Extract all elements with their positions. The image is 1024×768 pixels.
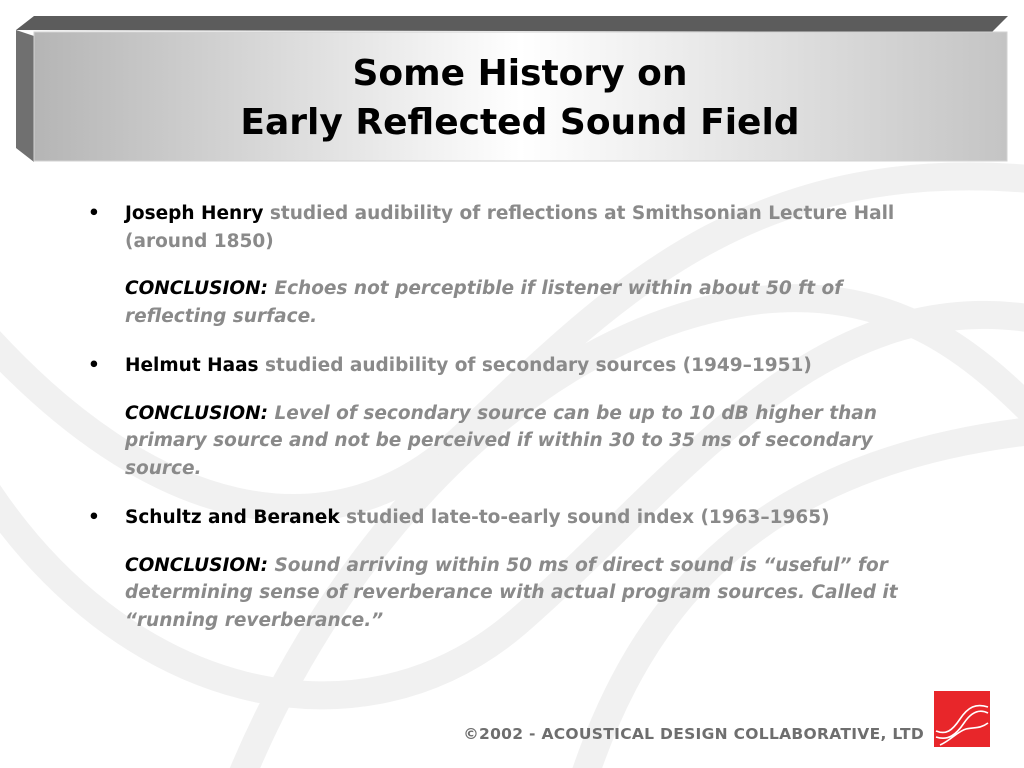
bullet-name: Schultz and Beranek (125, 507, 340, 528)
conclusion-text: Sound arriving within 50 ms of direct sound is “useful” for determining sense of reverberance with actual program sources. Called it “running reverberance.” (125, 554, 898, 631)
bullet-item-joseph-henry (88, 200, 948, 255)
sound-wave-logo-icon (934, 691, 990, 747)
conclusion-schultz-beranek (125, 552, 948, 635)
bullet-list (88, 200, 948, 656)
bullet-item-helmut-haas (88, 352, 948, 380)
footer-copyright: ©2002 - ACOUSTICAL DESIGN COLLABORATIVE, LTD (463, 725, 924, 743)
conclusion-text: Echoes not perceptible if listener within about 50 ft of reflecting surface. (125, 278, 843, 327)
bullet-description: studied late-to-early sound index (1963–1965) (346, 507, 830, 528)
conclusion-label: CONCLUSION: (125, 402, 268, 424)
bullet-icon: • (88, 203, 100, 224)
slide-title-line-1: Some History on (352, 53, 688, 94)
slide-title-line-2: Early Reflected Sound Field (240, 102, 800, 143)
bullet-item-schultz-beranek (88, 504, 948, 532)
bullet-name: Helmut Haas (125, 355, 259, 376)
bullet-description: studied audibility of secondary sources (1949–1951) (265, 355, 812, 376)
slide-title (34, 36, 1006, 160)
bullet-icon: • (88, 507, 100, 528)
bullet-description: studied audibility of reflections at Smithsonian Lecture Hall (around 1850) (125, 203, 895, 252)
conclusion-helmut-haas (125, 400, 948, 483)
conclusion-text: Level of secondary source can be up to 10 dB higher than primary source and not be perceived if within 30 to 35 ms of secondary source. (125, 402, 877, 479)
bullet-icon: • (88, 355, 100, 376)
bullet-name: Joseph Henry (125, 203, 264, 224)
conclusion-label: CONCLUSION: (125, 278, 268, 299)
conclusion-joseph-henry (125, 275, 948, 330)
conclusion-label: CONCLUSION: (125, 554, 268, 576)
